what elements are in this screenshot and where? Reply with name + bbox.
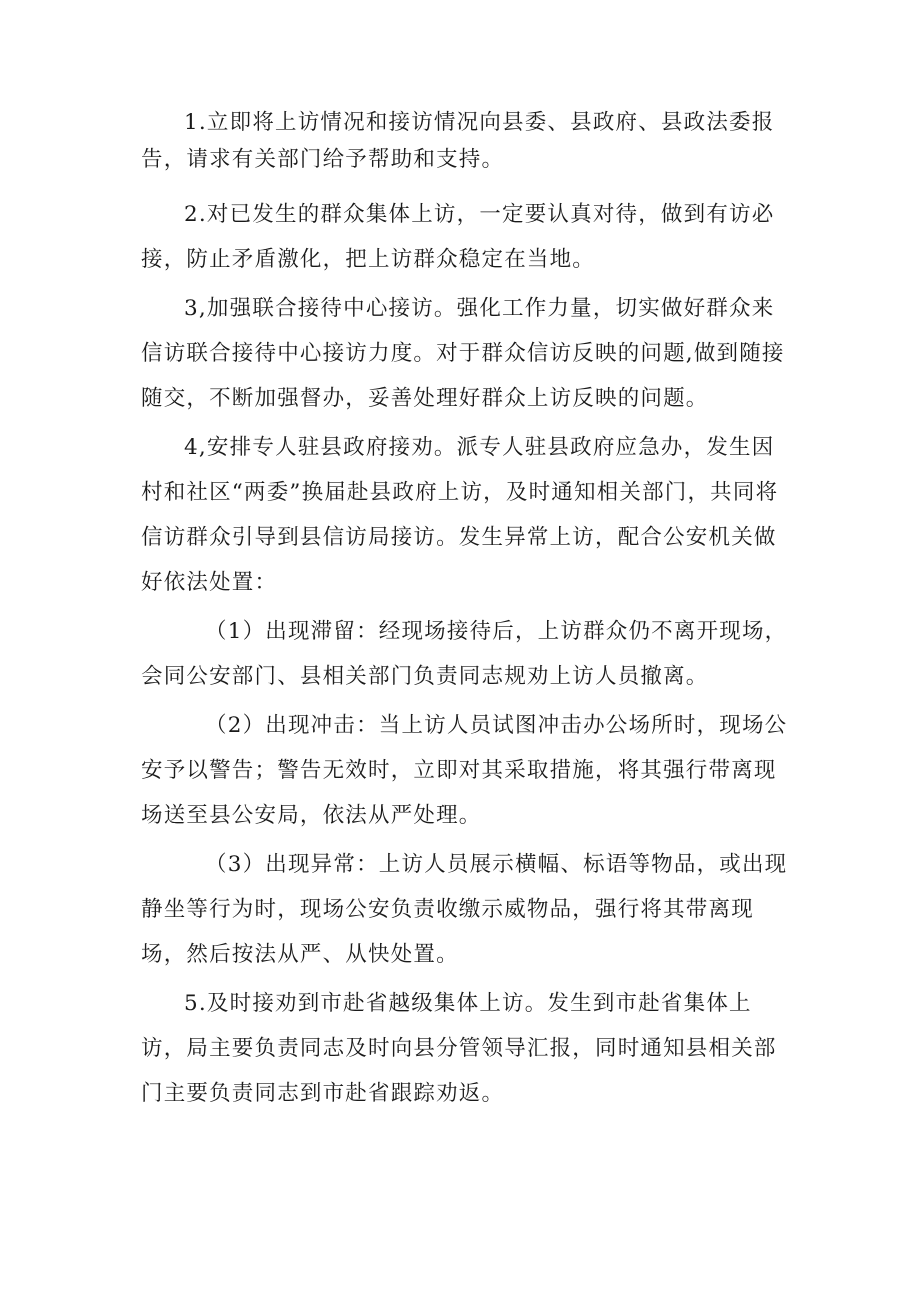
sub-item-2: （2）出现冲击：当上访人员试图冲击办公场所时，现场公安予以警告；警告无效时，立即对其采取措施，将其强行带离现场送至县公安局，依法从严处理。 (141, 713, 788, 828)
document-body (141, 104, 797, 1116)
paragraph-1: 1.立即将上访情况和接访情况向县委、县政府、县政法委报告，请求有关部门给予帮助和支持。 (141, 110, 775, 172)
sub-item-1: （1）出现滞留：经现场接待后，上访群众仍不离开现场，会同公安部门、县相关部门负责同志规劝上访人员撤离。 (141, 619, 788, 689)
sub-item-3: （3）出现异常：上访人员展示横幅、标语等物品，或出现静坐等行为时，现场公安负责收缴示威物品，强行将其带离现场，然后按法从严、从快处置。 (141, 852, 788, 967)
paragraph-3: 3,加强联合接待中心接访。强化工作力量，切实做好群众来信访联合接待中心接访力度。对于群众信访反映的问题,做到随接随交，不断加强督办，妥善处理好群众上访反映的问题。 (141, 296, 785, 411)
paragraph-2: 2.对已发生的群众集体上访，一定要认真对待，做到有访必接，防止矛盾激化，把上访群众稳定在当地。 (141, 202, 775, 272)
paragraph-4: 4,安排专人驻县政府接劝。派专人驻县政府应急办，发生因村和社区“两委”换届赴县政府上访，及时通知相关部门，共同将信访群众引导到县信访局接访。发生异常上访，配合公安机关做好依法处置： (141, 435, 779, 595)
paragraph-5: 5.及时接劝到市赴省越级集体上访。发生到市赴省集体上访，局主要负责同志及时向县分管领导汇报，同时通知县相关部门主要负责同志到市赴省跟踪劝返。 (141, 991, 777, 1106)
